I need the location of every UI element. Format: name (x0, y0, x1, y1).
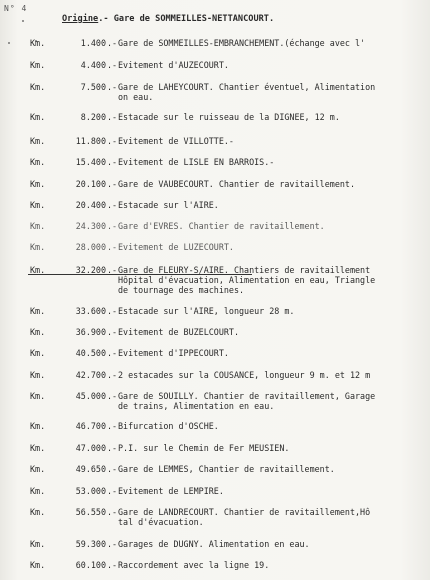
km-value: 15.400 (75, 157, 106, 167)
entry-text: Evitement de VILLOTTE.- (118, 136, 234, 146)
route-entry (30, 112, 430, 122)
route-entry (30, 136, 430, 146)
speck (22, 20, 24, 22)
km-label: Km. (30, 327, 46, 337)
route-entry (30, 327, 430, 337)
route-entry (30, 38, 430, 48)
km-value: 32.200 (75, 265, 106, 275)
km-label: Km. (30, 370, 46, 380)
km-value: 60.100 (75, 560, 106, 570)
route-entry (30, 391, 430, 411)
corner-mark: N° 4 (4, 4, 28, 13)
km-value: 59.300 (75, 539, 106, 549)
km-value: 49.650 (75, 464, 106, 474)
km-label: Km. (30, 539, 46, 549)
separator: .- (106, 60, 118, 70)
separator: .- (106, 348, 118, 358)
separator: .- (106, 464, 118, 474)
entry-text: 2 estacades sur la COUSANCE, longueur 9 m. et 12 m (118, 370, 371, 380)
separator: .- (106, 539, 118, 549)
route-entry (30, 348, 430, 358)
separator: .- (106, 560, 118, 570)
km-value: 47.000 (75, 443, 106, 453)
km-label: Km. (30, 179, 46, 189)
origin-label: Origine (62, 14, 99, 24)
separator: .- (106, 38, 118, 48)
km-label: Km. (30, 507, 46, 517)
entry-text: Evitement d'AUZECOURT. (118, 60, 229, 70)
route-entry (30, 179, 430, 189)
km-value: 36.900 (75, 327, 106, 337)
km-value: 42.700 (75, 370, 106, 380)
km-value: 56.550 (75, 507, 106, 517)
separator: .- (106, 370, 118, 380)
km-value: 24.300 (75, 221, 106, 231)
km-value: 33.600 (75, 306, 106, 316)
entry-text: Evitement de BUZELCOURT. (118, 327, 240, 337)
separator: .- (106, 391, 118, 401)
route-entry (30, 464, 430, 474)
km-label: Km. (30, 464, 46, 474)
km-label: Km. (30, 443, 46, 453)
route-entry (30, 82, 430, 102)
km-label: Km. (30, 60, 46, 70)
separator: .- (106, 221, 118, 231)
entry-text: Evitement de LEMPIRE. (118, 486, 224, 496)
route-entry (30, 443, 430, 453)
separator: .- (106, 112, 118, 122)
km-value: 8.200 (80, 112, 106, 122)
entry-text: Raccordement avec la ligne 19. (118, 560, 270, 570)
separator: .- (106, 179, 118, 189)
entry-text: P.I. sur le Chemin de Fer MEUSIEN. (118, 443, 290, 453)
km-value: 28.000 (75, 242, 106, 252)
entry-text: Gare de VAUBECOURT. Chantier de ravitaillement. (118, 179, 355, 189)
entry-text: Evitement d'IPPECOURT. (118, 348, 229, 358)
route-entry (30, 370, 430, 380)
km-value: 11.800 (75, 136, 106, 146)
route-entry (30, 157, 430, 167)
km-label: Km. (30, 38, 46, 48)
separator: .- (106, 306, 118, 316)
entry-text: Gare d'EVRES. Chantier de ravitaillement. (118, 221, 325, 231)
km-label: Km. (30, 157, 46, 167)
speck (8, 42, 10, 44)
route-entry (30, 242, 430, 252)
entry-text: Estacade sur le ruisseau de la DIGNEE, 12 m. (118, 112, 340, 122)
km-label: Km. (30, 242, 46, 252)
separator: .- (106, 265, 118, 275)
entry-text: Bifurcation d'OSCHE. (118, 421, 219, 431)
entry-text: Gare de FLEURY-S/AIRE. Chantiers de ravitaillement Hôpital d'évacuation, Alimentation en eau, Triangle de tournage des machines. (118, 265, 376, 295)
separator: .- (106, 507, 118, 517)
route-entry (30, 265, 430, 295)
entry-text: Gare de SOMMEILLES-EMBRANCHEMENT.(échange avec l' (118, 38, 366, 48)
km-value: 45.000 (75, 391, 106, 401)
km-label: Km. (30, 200, 46, 210)
separator: .- (106, 486, 118, 496)
route-entry (30, 507, 430, 527)
km-value: 40.500 (75, 348, 106, 358)
entry-text: Estacade sur l'AIRE, longueur 28 m. (118, 306, 295, 316)
separator: .- (106, 136, 118, 146)
km-label: Km. (30, 391, 46, 401)
entry-text: Gare de LAHEYCOURT. Chantier éventuel, Alimentation on eau. (118, 82, 376, 102)
route-entry (30, 539, 430, 549)
km-label: Km. (30, 486, 46, 496)
separator: .- (106, 443, 118, 453)
separator: .- (106, 327, 118, 337)
km-value: 20.100 (75, 179, 106, 189)
km-value: 7.500 (80, 82, 106, 92)
route-entry (30, 221, 430, 231)
separator: .- (106, 200, 118, 210)
km-label: Km. (30, 221, 46, 231)
entry-text: Evitement de LISLE EN BARROIS.- (118, 157, 275, 167)
entry-text: Estacade sur l'AIRE. (118, 200, 219, 210)
entry-text: Gare de LEMMES, Chantier de ravitaillement. (118, 464, 335, 474)
km-label: Km. (30, 348, 46, 358)
entry-text: Garages de DUGNY. Alimentation en eau. (118, 539, 310, 549)
route-entry (30, 486, 430, 496)
separator: .- (106, 157, 118, 167)
km-label: Km. (30, 306, 46, 316)
route-entry (30, 306, 430, 316)
entry-text: Evitement de LUZECOURT. (118, 242, 234, 252)
route-entry (30, 200, 430, 210)
km-value: 4.400 (80, 60, 106, 70)
route-entry (30, 560, 430, 570)
separator: .- (106, 421, 118, 431)
km-label: Km. (30, 265, 46, 275)
km-label: Km. (30, 136, 46, 146)
km-label: Km. (30, 421, 46, 431)
origin-separator: .- (98, 14, 114, 24)
separator: .- (106, 242, 118, 252)
entry-text: Gare de LANDRECOURT. Chantier de ravitaillement,Hô tal d'évacuation. (118, 507, 371, 527)
entry-text: Gare de SOUILLY. Chantier de ravitaillement, Garage de trains, Alimentation en eau. (118, 391, 376, 411)
document-header (62, 14, 430, 24)
route-entry (30, 421, 430, 431)
km-value: 53.000 (75, 486, 106, 496)
km-label: Km. (30, 82, 46, 92)
route-entry (30, 60, 430, 70)
separator: .- (106, 82, 118, 92)
km-label: Km. (30, 112, 46, 122)
km-value: 20.400 (75, 200, 106, 210)
km-value: 46.700 (75, 421, 106, 431)
km-label: Km. (30, 560, 46, 570)
origin-value: Gare de SOMMEILLES-NETTANCOURT. (113, 14, 275, 24)
km-value: 1.400 (80, 38, 106, 48)
